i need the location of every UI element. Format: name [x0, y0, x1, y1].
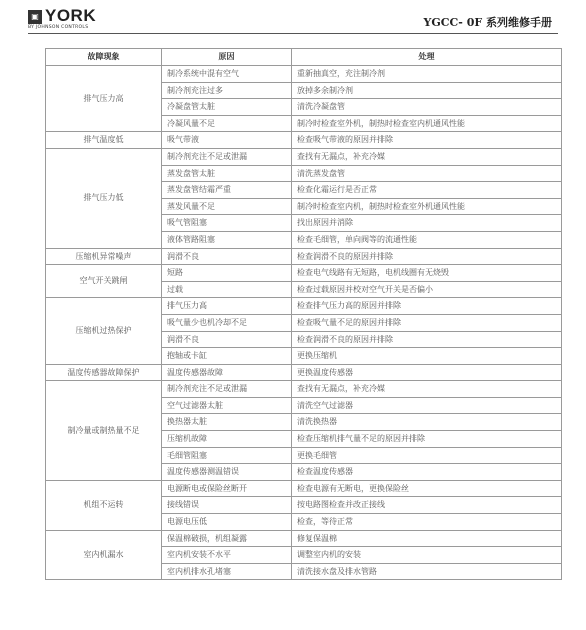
table-row	[46, 298, 562, 315]
solution-cell: 清洗换热器	[292, 414, 562, 431]
cause-cell: 排气压力高	[162, 298, 292, 315]
solution-cell: 检查过载原因并校对空气开关是否偏小	[292, 281, 562, 298]
solution-cell: 清洗空气过滤器	[292, 397, 562, 414]
table-row	[46, 530, 562, 547]
table-row	[46, 381, 562, 398]
table-row	[46, 480, 562, 497]
solution-cell: 制冷时检查室外机，制热时检查室内机通风性能	[292, 115, 562, 132]
solution-cell: 放掉多余制冷剂	[292, 82, 562, 99]
cause-cell: 蒸发风量不足	[162, 198, 292, 215]
fault-symptom-cell: 制冷量或制热量不足	[46, 381, 162, 481]
cause-cell: 电源电压低	[162, 514, 292, 531]
cause-cell: 室内机排水孔堵塞	[162, 563, 292, 580]
column-header-cause: 原因	[162, 49, 292, 66]
brand-name: YORK	[45, 6, 97, 25]
table-row	[46, 265, 562, 282]
cause-cell: 温度传感器故障	[162, 364, 292, 381]
solution-cell: 检查毛细管，单向阀等的流通性能	[292, 231, 562, 248]
cause-cell: 接线错误	[162, 497, 292, 514]
solution-cell: 修复保温棉	[292, 530, 562, 547]
fault-symptom-cell: 排气压力低	[46, 148, 162, 248]
solution-cell: 检查温度传感器	[292, 464, 562, 481]
cause-cell: 制冷剂充注不足或泄漏	[162, 381, 292, 398]
solution-cell: 检查吸气量不足的原因并排除	[292, 314, 562, 331]
cause-cell: 吸气管阻塞	[162, 215, 292, 232]
table-header-row	[46, 49, 562, 66]
header-divider	[28, 33, 558, 34]
york-logo	[28, 8, 128, 30]
cause-cell: 制冷剂充注过多	[162, 82, 292, 99]
fault-symptom-cell: 温度传感器故障保护	[46, 364, 162, 381]
solution-cell: 清洗蒸发盘管	[292, 165, 562, 182]
solution-cell: 查找有无漏点，补充冷媒	[292, 381, 562, 398]
cause-cell: 制冷系统中混有空气	[162, 66, 292, 83]
cause-cell: 制冷剂充注不足或泄漏	[162, 148, 292, 165]
cause-cell: 短路	[162, 265, 292, 282]
cause-cell: 吸气带液	[162, 132, 292, 149]
solution-cell: 更换毛细管	[292, 447, 562, 464]
cause-cell: 冷凝盘管太脏	[162, 99, 292, 116]
cause-cell: 润滑不良	[162, 331, 292, 348]
column-header-fault: 故障现象	[46, 49, 162, 66]
fault-symptom-cell: 压缩机异常噪声	[46, 248, 162, 265]
column-header-solution: 处理	[292, 49, 562, 66]
fault-symptom-cell: 排气压力高	[46, 66, 162, 132]
page-header	[0, 0, 586, 40]
cause-cell: 换热器太脏	[162, 414, 292, 431]
fault-symptom-cell: 排气温度低	[46, 132, 162, 149]
fault-symptom-cell: 机组不运转	[46, 480, 162, 530]
cause-cell: 过载	[162, 281, 292, 298]
solution-cell: 清洗冷凝盘管	[292, 99, 562, 116]
cause-cell: 温度传感器测温错误	[162, 464, 292, 481]
table-body	[46, 66, 562, 580]
fault-symptom-cell: 压缩机过热保护	[46, 298, 162, 364]
solution-cell: 检查吸气带液的原因并排除	[292, 132, 562, 149]
solution-cell: 找出原因并消除	[292, 215, 562, 232]
solution-cell: 按电路图检查并改正接线	[292, 497, 562, 514]
cause-cell: 液体管路阻塞	[162, 231, 292, 248]
solution-cell: 清洗接水盘及排水管路	[292, 563, 562, 580]
document-title: YGCC- 0F 系列维修手册	[423, 16, 552, 29]
solution-cell: 检查润滑不良的原因并排除	[292, 248, 562, 265]
cause-cell: 电源断电或保险丝断开	[162, 480, 292, 497]
cause-cell: 蒸发盘管太脏	[162, 165, 292, 182]
brand-subtitle: BY JOHNSON CONTROLS	[28, 25, 89, 30]
table-row	[46, 248, 562, 265]
table-row	[46, 66, 562, 83]
solution-cell: 检查排气压力高的原因并排除	[292, 298, 562, 315]
troubleshooting-table	[45, 48, 562, 580]
solution-cell: 检查电源有无断电，更换保险丝	[292, 480, 562, 497]
table-row	[46, 132, 562, 149]
solution-cell: 检查压缩机排气量不足的原因并排除	[292, 431, 562, 448]
solution-cell: 调整室内机的安装	[292, 547, 562, 564]
cause-cell: 压缩机故障	[162, 431, 292, 448]
cause-cell: 空气过滤器太脏	[162, 397, 292, 414]
solution-cell: 检查，等待正常	[292, 514, 562, 531]
solution-cell: 重新抽真空，充注制冷剂	[292, 66, 562, 83]
cause-cell: 保温棉破损，机组凝露	[162, 530, 292, 547]
solution-cell: 检查润滑不良的原因并排除	[292, 331, 562, 348]
fault-symptom-cell: 室内机漏水	[46, 530, 162, 580]
solution-cell: 更换压缩机	[292, 348, 562, 365]
table-row	[46, 364, 562, 381]
cause-cell: 室内机安装不水平	[162, 547, 292, 564]
cause-cell: 冷凝风量不足	[162, 115, 292, 132]
fault-symptom-cell: 空气开关跳闸	[46, 265, 162, 298]
cause-cell: 抱轴或卡缸	[162, 348, 292, 365]
cause-cell: 毛细管阻塞	[162, 447, 292, 464]
solution-cell: 更换温度传感器	[292, 364, 562, 381]
table-row	[46, 148, 562, 165]
solution-cell: 查找有无漏点，补充冷媒	[292, 148, 562, 165]
solution-cell: 检查电气线路有无短路，电机线圈有无烧毁	[292, 265, 562, 282]
york-logo-icon: ▣	[28, 10, 42, 24]
solution-cell: 检查化霜运行是否正常	[292, 182, 562, 199]
cause-cell: 吸气量少也机冷却不足	[162, 314, 292, 331]
solution-cell: 制冷时检查室内机，制热时检查室外机通风性能	[292, 198, 562, 215]
cause-cell: 润滑不良	[162, 248, 292, 265]
cause-cell: 蒸发盘管结霜严重	[162, 182, 292, 199]
